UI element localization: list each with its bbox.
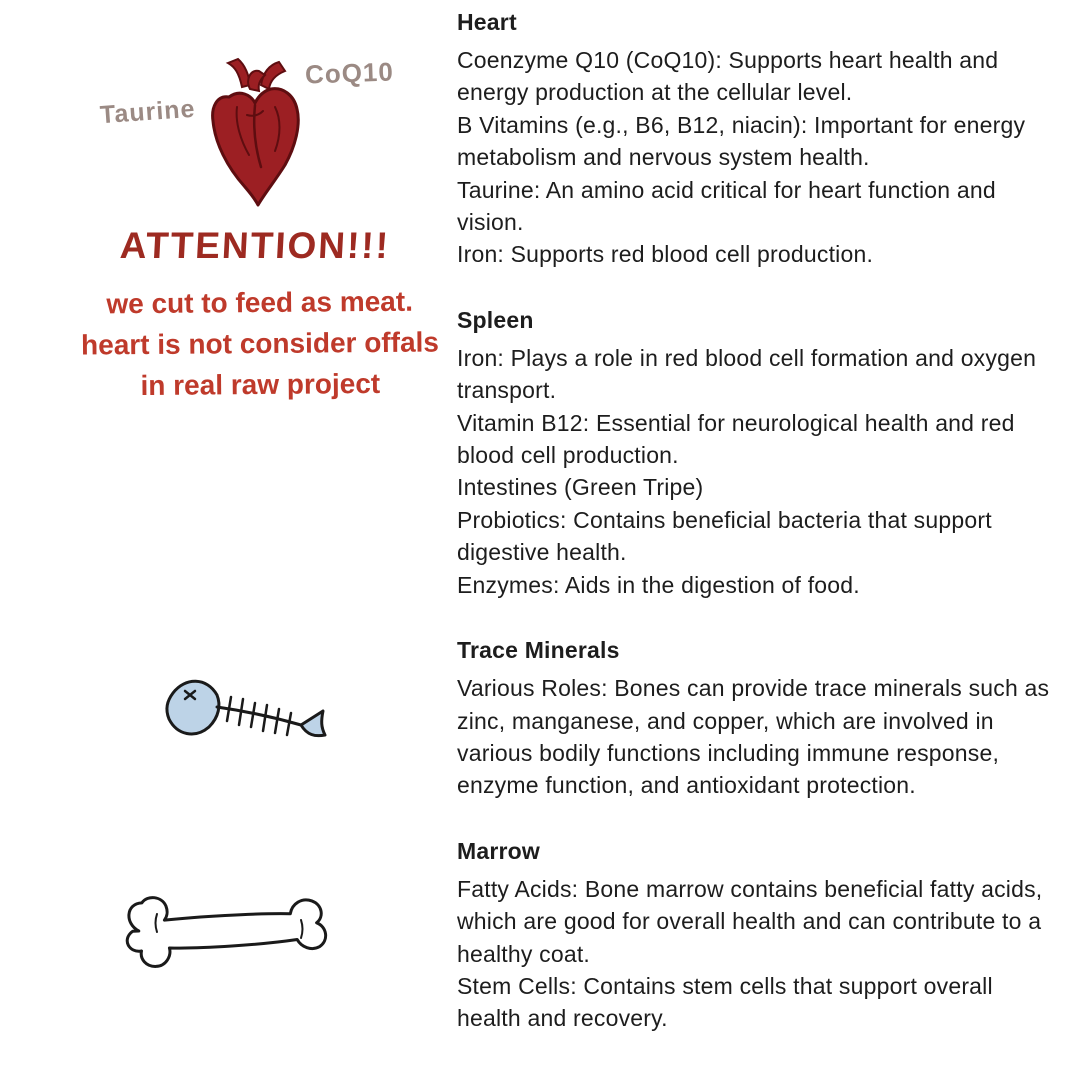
section-item: Vitamin B12: Essential for neurological health and red blood cell production.	[457, 409, 1015, 469]
bone-icon	[105, 880, 345, 995]
section-item: Iron: Supports red blood cell production.	[457, 241, 874, 268]
section-item: Iron: Plays a role in red blood cell formation and oxygen transport.	[457, 344, 1037, 404]
section-marrow	[457, 835, 1052, 1035]
attention-note-line3: in real raw project	[140, 367, 381, 402]
section-heart	[457, 6, 1052, 271]
heart-icon	[195, 55, 315, 215]
section-title: Trace Minerals	[457, 637, 620, 664]
section-item: Fatty Acids: Bone marrow contains beneficial fatty acids, which are good for overall health and can contribute to a healthy coat.	[457, 875, 1043, 967]
attention-heading: ATTENTION!!!	[118, 225, 392, 266]
section-spleen	[457, 304, 1052, 601]
section-trace-minerals	[457, 634, 1052, 802]
attention-note-line2: heart is not consider offals	[80, 326, 440, 361]
attention-note	[9, 280, 510, 407]
bone-illustration	[105, 880, 345, 995]
section-item: Taurine: An amino acid critical for heart function and vision.	[457, 176, 996, 236]
section-title: Heart	[457, 9, 517, 35]
section-item: Enzymes: Aids in the digestion of food.	[457, 571, 860, 598]
section-item: Probiotics: Contains beneficial bacteria that support digestive health.	[457, 506, 992, 566]
attention-note-line1: we cut to feed as meat.	[106, 285, 414, 320]
text-column	[457, 6, 1052, 1068]
fish-skeleton-illustration	[155, 655, 340, 780]
coq10-label: CoQ10	[304, 56, 395, 90]
section-title: Marrow	[457, 837, 540, 864]
section-item: Coenzyme Q10 (CoQ10): Supports heart health and energy production at the cellular level.	[457, 47, 999, 106]
section-item: Stem Cells: Contains stem cells that support overall health and recovery.	[457, 972, 993, 1032]
taurine-label: Taurine	[99, 94, 197, 130]
section-title: Spleen	[457, 306, 534, 333]
illustration-column	[0, 0, 450, 1080]
section-item: Intestines (Green Tripe)	[457, 474, 704, 501]
section-item: Various Roles: Bones can provide trace minerals such as zinc, manganese, and copper, which are involved in various bodily functions including immune response, enzyme function, and antioxidant protection.	[457, 675, 1050, 799]
fish-skeleton-icon	[155, 655, 340, 780]
heart-illustration	[195, 55, 315, 215]
section-item: B Vitamins (e.g., B6, B12, niacin): Important for energy metabolism and nervous system health.	[457, 111, 1026, 171]
